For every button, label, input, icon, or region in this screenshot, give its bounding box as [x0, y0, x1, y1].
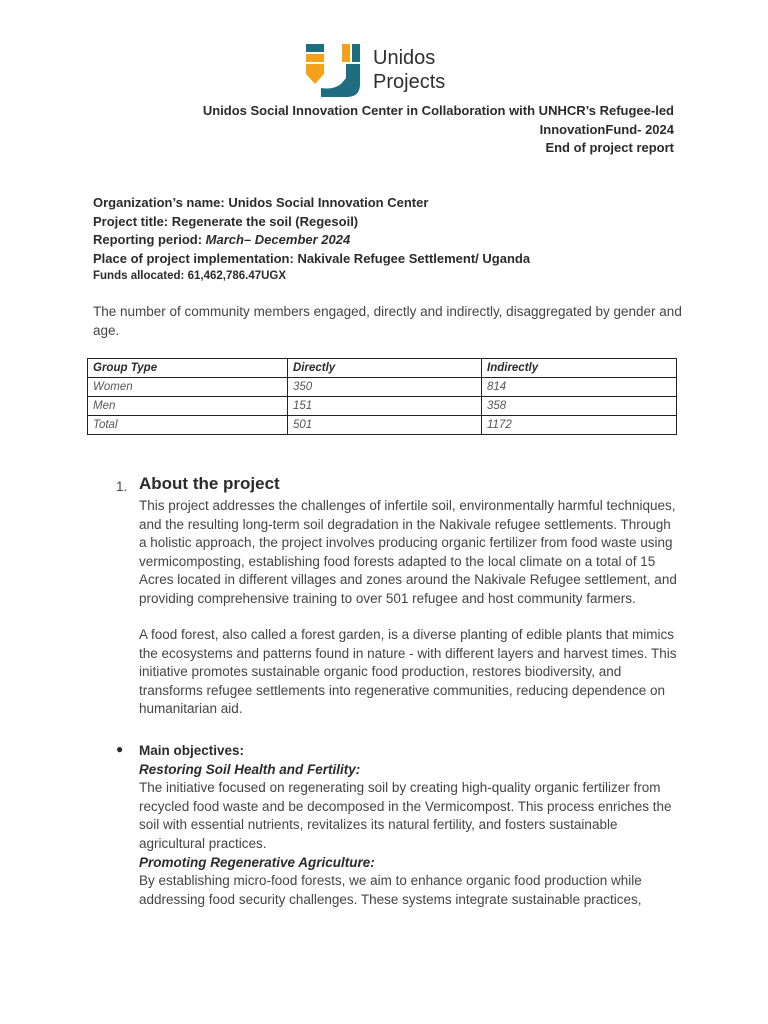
title-row: [93, 213, 693, 232]
period-value: March– December 2024: [205, 232, 351, 247]
table-cell: 814: [482, 378, 677, 397]
header-line-3: End of project report: [545, 140, 674, 155]
place-label: Place of project implementation:: [93, 250, 298, 266]
period-row: [93, 231, 693, 250]
objective-1-title: Restoring Soil Health and Fertility:: [139, 761, 361, 777]
place-value: Nakivale Refugee Settlement/ Uganda: [297, 250, 531, 266]
header-cell: Group Type: [88, 359, 288, 378]
funds-row: [93, 268, 693, 285]
header-cell: Indirectly: [482, 359, 677, 378]
objective-2-text: By establishing micro-food forests, we aim to enhance organic food production while addressing food security challenges. These systems integrate sustainable practices,: [139, 873, 642, 907]
unidos-logo: [305, 44, 465, 98]
table-cell: Total: [88, 416, 288, 435]
section-number: 1.: [116, 479, 128, 494]
org-row: [93, 194, 693, 213]
period-label: Reporting period:: [93, 232, 206, 247]
about-paragraph-2: A food forest, also called a forest garden, is a diverse planting of edible plants that mimics the ecosystems and patterns found in nature - with different layers and harvest times. This initiative promotes sustainable organic food production, restores biodiversity, and transforms refugee settlements into regenerative communities, reducing dependence on humanitarian aid.: [139, 627, 677, 717]
logo-line-1: Unidos: [373, 47, 436, 69]
engagement-intro: The number of community members engaged, directly and indirectly, disaggregated by gender and age.: [93, 304, 682, 338]
header-cell: Directly: [288, 359, 482, 378]
table-header-row: [88, 359, 677, 378]
report-header: [114, 102, 674, 158]
org-value: Unidos Social Innovation Center: [228, 195, 429, 210]
funds-label: Funds allocated:: [93, 270, 188, 282]
table-cell: 350: [288, 378, 482, 397]
table-cell: 358: [482, 397, 677, 416]
place-row: [93, 250, 693, 269]
table-cell: Men: [88, 397, 288, 416]
funds-value: 61,462,786.47UGX: [187, 270, 287, 282]
header-line-2: InnovationFund- 2024: [539, 121, 674, 137]
table-cell: 501: [288, 416, 482, 435]
logo-line-2: Projects: [373, 71, 446, 93]
table-cell: 151: [288, 397, 482, 416]
about-paragraph-1: This project addresses the challenges of infertile soil, environmentally harmful techniques, and the resulting long-term soil degradation in the Nakivale refugee settlements. Through a holistic approach, the project involves producing organic fertilizer from food waste using vermicomposting, establishing food forests adapted to the local climate on a total of 15 Acres located in different villages and zones around the Nakivale Refugee settlement, and providing comprehensive training to over 501 refugee and host community farmers.: [139, 498, 677, 606]
section-title: About the project: [139, 474, 280, 493]
org-label: Organization’s name:: [93, 195, 229, 210]
title-value: Regenerate the soil (Regesoil): [171, 213, 359, 229]
header-line-1: Unidos Social Innovation Center in Collaboration with UNHCR’s Refugee-led: [202, 103, 674, 118]
project-info: [93, 194, 693, 285]
objectives-label: Main objectives:: [139, 743, 245, 758]
table-row: [88, 416, 677, 435]
bullet-icon: ●: [116, 742, 124, 756]
objective-2-title: Promoting Regenerative Agriculture:: [139, 854, 375, 870]
table-row: [88, 397, 677, 416]
table-row: [88, 378, 677, 397]
engagement-table: [87, 358, 677, 435]
objective-1-text: The initiative focused on regenerating soil by creating high-quality organic fertilizer from recycled food waste and be decomposed in the Vermicompost. This process enriches the soil with essential nutrients, revitalizes its natural fertility, and fosters sustainable agricultural practices.: [139, 780, 672, 851]
title-label: Project title:: [93, 213, 172, 229]
unidos-logo-icon: [305, 44, 363, 98]
table-cell: 1172: [482, 416, 677, 435]
main-objectives: [139, 742, 679, 909]
table-cell: Women: [88, 378, 288, 397]
